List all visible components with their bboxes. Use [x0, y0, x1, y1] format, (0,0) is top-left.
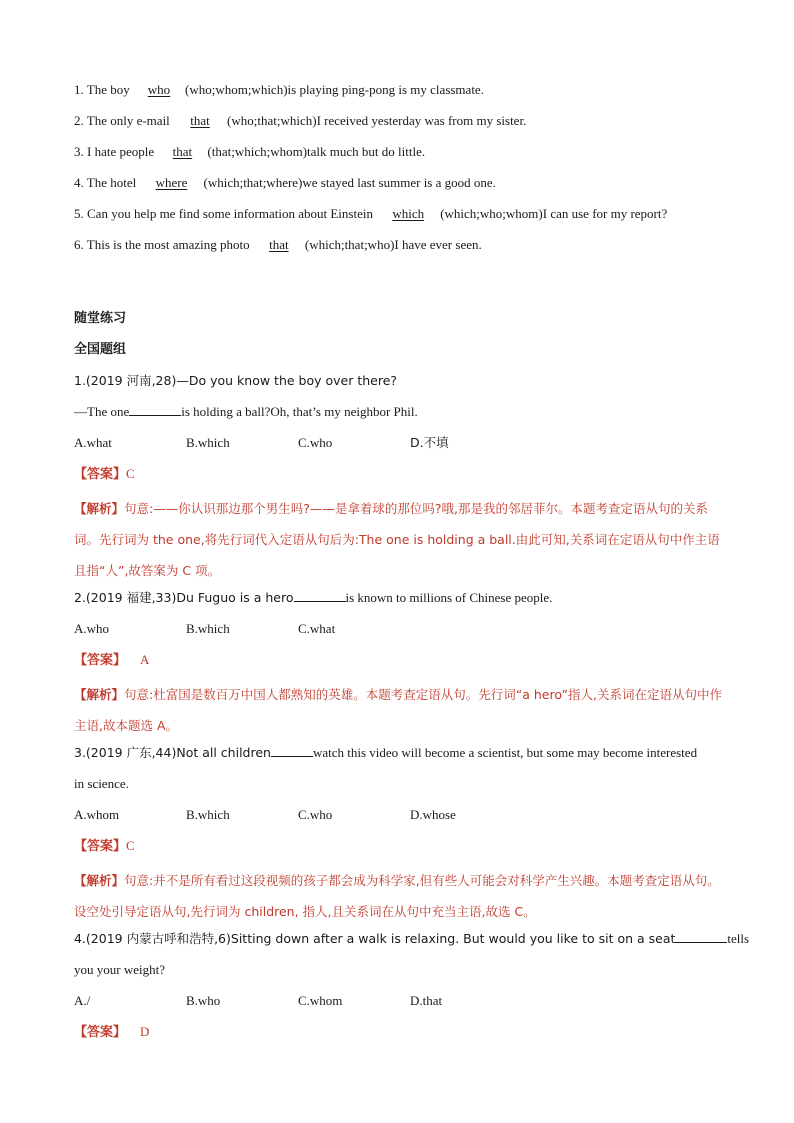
fill-item-text: (which;who;whom)I can use for my report?: [440, 206, 668, 221]
fill-answer: that: [172, 144, 193, 159]
option-a: A.who: [74, 621, 110, 636]
option-b: B.which: [186, 435, 230, 450]
question-2-answer: [74, 648, 724, 679]
fill-item-1: [74, 78, 724, 109]
option-d: D.不填: [410, 435, 449, 450]
option-d: D.whose: [410, 807, 456, 822]
question-3-stem-cont: [74, 772, 724, 803]
analysis-text: 句意:杜富国是数百万中国人都熟知的英雄。本题考查定语从句。先行词“a hero”指人,关系词在定语从句中作主语,故本题选 A。: [74, 687, 722, 733]
option-b: B.which: [186, 621, 230, 636]
question-3-analysis: [74, 865, 724, 927]
answer-label: 【答案】: [74, 653, 127, 668]
option-b: B.which: [186, 807, 230, 822]
question-1-answer: [74, 462, 724, 493]
question-1-analysis: [74, 493, 724, 586]
answer-blank: [294, 589, 346, 602]
fill-item-text: 3. I hate people: [74, 144, 158, 159]
question-1-options: [74, 431, 724, 462]
question-2-options: [74, 617, 724, 648]
answer-blank: [675, 930, 727, 943]
option-a: A.whom: [74, 807, 120, 822]
question-stem-text: 4.(2019 内蒙古呼和浩特,6)Sitting down after a walk is relaxing. But would you like to sit on a seat: [74, 931, 676, 946]
fill-answer: which: [392, 206, 425, 221]
fill-item-text: (which;that;where)we stayed last summer is a good one.: [203, 175, 496, 190]
answer-blank: [271, 744, 313, 757]
answer-label: 【答案】: [74, 1025, 127, 1040]
section-title: 随堂练习: [74, 311, 127, 326]
question-stem-text: 1.(2019 河南,28)—Do you know the boy over there?: [74, 373, 398, 388]
document-page: [74, 78, 750, 1051]
question-3-options: [74, 803, 724, 834]
question-4-answer: [74, 1020, 724, 1051]
fill-item-text: (that;which;whom)talk much but do little.: [207, 144, 426, 159]
answer-blank: [129, 403, 181, 416]
answer-value: C: [126, 466, 135, 481]
question-stem-text: —The one: [74, 404, 130, 419]
analysis-label: 【解析】: [74, 687, 125, 702]
fill-item-text: (which;that;who)I have ever seen.: [304, 237, 482, 252]
answer-value: A: [140, 652, 150, 667]
question-1-stem: [74, 369, 724, 400]
fill-item-text: 6. This is the most amazing photo: [74, 237, 253, 252]
question-4-options: [74, 989, 724, 1020]
fill-item-text: (who;that;which)I received yesterday was from my sister.: [227, 113, 527, 128]
question-stem-text: 3.(2019 广东,44)Not all children: [74, 745, 271, 760]
option-c: C.who: [298, 435, 333, 450]
fill-answer: that: [269, 237, 289, 252]
question-stem-text: in science.: [74, 776, 129, 791]
option-b: B.who: [186, 993, 221, 1008]
question-stem-text: watch this video will become a scientist, but some may become interested: [312, 745, 698, 760]
question-3-stem: [74, 741, 724, 772]
fill-item-text: 2. The only e-mail: [74, 113, 174, 128]
answer-value: C: [126, 838, 135, 853]
answer-label: 【答案】: [74, 839, 127, 854]
question-2-analysis: [74, 679, 724, 741]
fill-answer: that: [190, 113, 210, 128]
question-stem-text: tells: [727, 931, 750, 946]
option-c: C.who: [298, 807, 333, 822]
option-d: D.that: [410, 993, 443, 1008]
analysis-label: 【解析】: [74, 873, 125, 888]
question-1-stem-2: [74, 400, 724, 431]
fill-item-3: [74, 140, 724, 171]
fill-item-text: 1. The boy: [74, 82, 133, 97]
answer-label: 【答案】: [74, 467, 127, 482]
fill-item-5: [74, 202, 724, 233]
question-stem-text: 2.(2019 福建,33)Du Fuguo is a hero: [74, 590, 294, 605]
subsection-title: 全国题组: [74, 342, 127, 357]
fill-item-6: [74, 233, 724, 264]
question-4-stem: [74, 927, 750, 958]
question-3-answer: [74, 834, 724, 865]
fill-answer: who: [147, 82, 171, 97]
analysis-text: 句意:——你认识那边那个男生吗?——是拿着球的那位吗?哦,那是我的邻居菲尔。本题考查定语从句的关系词。先行词为 the one,将先行词代入定语从句后为:The one is holding a ball.由此可知,关系词在定语从句中作主语且指“人”,故答案为 C 项。: [74, 501, 720, 578]
question-2-stem: [74, 586, 724, 617]
fill-answer: where: [155, 175, 188, 190]
question-4-stem-cont: [74, 958, 724, 989]
option-a: A.what: [74, 435, 112, 450]
option-c: C.whom: [298, 993, 343, 1008]
fill-item-text: (who;whom;which)is playing ping-pong is my classmate.: [184, 82, 484, 97]
fill-item-4: [74, 171, 724, 202]
analysis-label: 【解析】: [74, 501, 125, 516]
answer-value: D: [140, 1024, 150, 1039]
option-c: C.what: [298, 621, 336, 636]
fill-item-2: [74, 109, 724, 140]
analysis-text: 句意:并不是所有看过这段视频的孩子都会成为科学家,但有些人可能会对科学产生兴趣。本题考查定语从句。设空处引导定语从句,先行词为 children, 指人,且关系词在从句中充当主语,故选 C。: [74, 873, 720, 919]
option-a: A./: [74, 993, 91, 1008]
question-stem-text: is holding a ball?Oh, that’s my neighbor Phil.: [181, 404, 418, 419]
question-stem-text: is known to millions of Chinese people.: [345, 590, 553, 605]
fill-item-text: 5. Can you help me find some information about Einstein: [74, 206, 377, 221]
fill-item-text: 4. The hotel: [74, 175, 140, 190]
question-stem-text: you your weight?: [74, 962, 165, 977]
